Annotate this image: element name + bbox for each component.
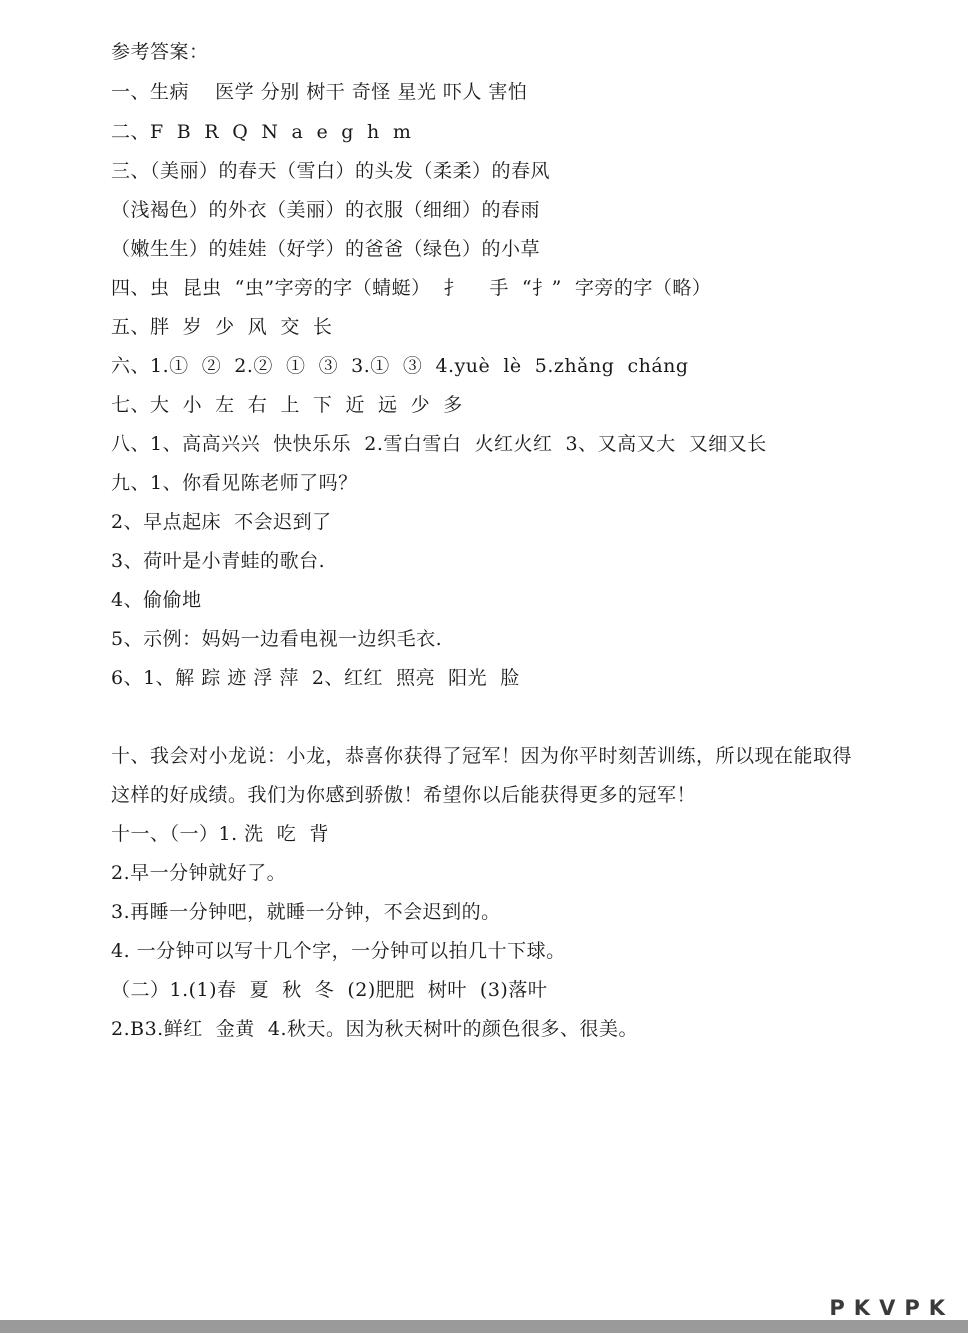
answer-line-3: 三、（美丽）的春天（雪白）的头发（柔柔）的春风 (111, 160, 551, 182)
answer-line-5: 五、胖 岁 少 风 交 长 (111, 316, 333, 338)
answer-line-9: 九、1、你看见陈老师了吗？ (111, 472, 358, 494)
answer-line-11-4: 4. 一分钟可以写十几个字，一分钟可以拍几十下球。 (111, 940, 566, 962)
answer-line-11-part2: （二）1.(1)春 夏 秋 冬 (2)肥肥 树叶 (3)落叶 (111, 979, 548, 1001)
answer-line-11-3: 3.再睡一分钟吧，就睡一分钟，不会迟到的。 (111, 901, 501, 923)
watermark-logo: PKVPK (829, 1296, 954, 1320)
answer-line-3c: （嫩生生）的娃娃（好学）的爸爸（绿色）的小草 (111, 238, 541, 260)
answer-line-2: 二、F B R Q N a e g h m (111, 121, 412, 143)
answer-line-9-2: 2、早点起床 不会迟到了 (111, 511, 332, 533)
answer-line-9-6: 6、1、解 踪 迹 浮 萍 2、红红 照亮 阳光 脸 (111, 667, 520, 689)
answer-line-8: 八、1、高高兴兴 快快乐乐 2.雪白雪白 火红火红 3、又高又大 又细又长 (111, 433, 767, 455)
answer-line-9-3: 3、荷叶是小青蛙的歌台. (111, 550, 326, 572)
answer-line-11-2: 2.早一分钟就好了。 (111, 862, 287, 884)
answer-line-7: 七、大 小 左 右 上 下 近 远 少 多 (111, 394, 463, 416)
answer-line-9-5: 5、示例：妈妈一边看电视一边织毛衣. (111, 628, 443, 650)
answer-line-11-part2-2: 2.B3.鲜红 金黄 4.秋天。因为秋天树叶的颜色很多、很美。 (111, 1018, 639, 1040)
answer-line-6: 六、1.① ② 2.② ① ③ 3.① ③ 4.yuè lè 5.zhǎng cháng (111, 355, 689, 377)
bottom-divider-bar (0, 1320, 968, 1333)
answer-line-9-4: 4、偷偷地 (111, 589, 202, 611)
answer-line-10b: 这样的好成绩。我们为你感到骄傲！希望你以后能获得更多的冠军！ (111, 784, 697, 806)
answer-line-1: 一、生病 医学 分别 树干 奇怪 星光 吓人 害怕 (111, 81, 528, 103)
answer-line-11: 十一、（一）1. 洗 吃 背 (111, 823, 329, 845)
answer-line-3b: （浅褐色）的外衣（美丽）的衣服（细细）的春雨 (111, 199, 541, 221)
answer-line-10: 十、我会对小龙说：小龙，恭喜你获得了冠军！因为你平时刻苦训练，所以现在能取得 (111, 745, 853, 767)
answer-line-4: 四、虫 昆虫 “虫”字旁的字（蜻蜓） 扌 手 “扌” 字旁的字（略） (111, 277, 712, 299)
answer-key-title: 参考答案： (111, 41, 209, 63)
